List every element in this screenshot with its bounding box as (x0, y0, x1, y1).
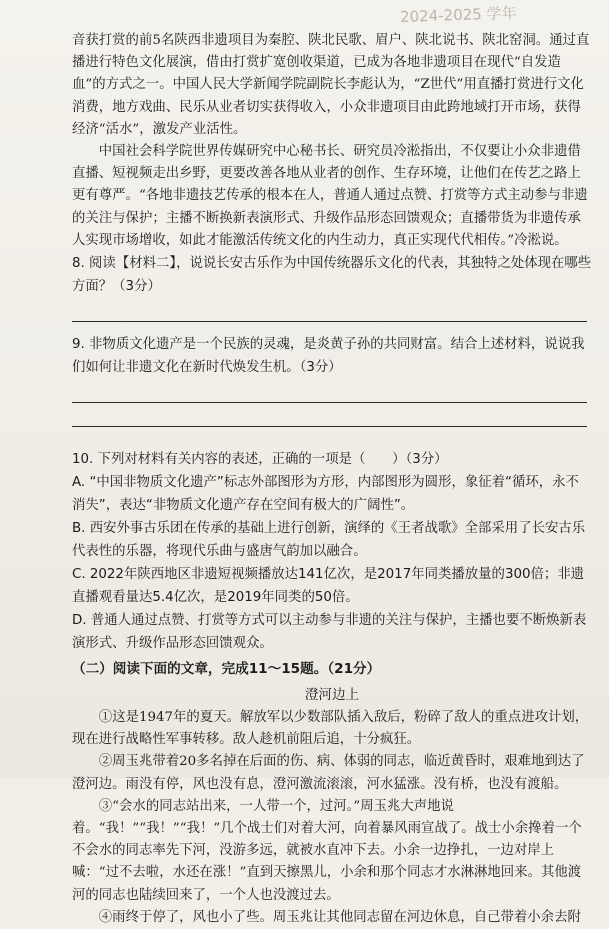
article-paragraph-3: ③“会水的同志站出来，一人带一个，过河。”周玉兆大声地说着。“我！”“我！”“我！”几个战士们对着大河，向着暴风雨宣战了。战士小余搀着一个不会水的同志率先下河，没游多远，就被水直冲下去。小余一边挣扎，一边对岸上喊：“过不去啦，水还在涨！”直到天擦黑儿，小余和那个同志才水淋淋地回来。其他渡河的同志也陆续回来了，一个人也没渡过去。 (72, 798, 582, 903)
article-title: 澄河边上 (304, 687, 360, 704)
q10-option-d: D. 普通人通过点赞、打赏等方式可以主动参与非遗的关注与保护，主播也要不断焕新表演形式、升级作品形态回馈观众。 (72, 613, 587, 652)
material-paragraph-1: 音获打赏的前5名陕西非遗项目为秦腔、陕北民歌、眉户、陕北说书、陕北窑洞。通过直播进行特色文化展演，借由打赏扩宽创收渠道，已成为各地非遗项目在现代“自发造血”的方式之一。中国人民大学新闻学院副院长李彪认为，“Z世代”用直播打赏进行文化消费，地方戏曲、民乐从业者切实获得收入，小众非遗项目由此跨地域打开市场，获得经济“活水”，激发产业活性。 (72, 33, 590, 137)
faint-page-header: 2024-2025 学年 (399, 3, 517, 27)
article-paragraph-2: ②周玉兆带着20多名掉在后面的伤、病、体弱的同志，临近黄昏时，艰难地到达了澄河边。雨没有停，风也没有息，澄河激流滚滚，河水猛涨。没有桥，也没有渡船。 (72, 754, 585, 792)
material-paragraph-2: 中国社会科学院世界传媒研究中心秘书长、研究员冷淞指出，不仅要让小众非遗借直播、短视频走出乡野，更要改善各地从业者的创作、生存环境，让他们在传艺之路上更有尊严。“各地非遗技艺传承的根本在人，普通人通过点赞、打赏等方式主动参与非遗的关注与保护；主播不断换新表演形式、升级作品形态回馈观众；直播带货为非遗传承人实现市场增收，如此才能激活传统文化的内生动力，真正实现代代相传。”冷淞说。 (72, 144, 588, 248)
answer-line-q9-1[interactable] (72, 384, 587, 403)
q10-option-c: C. 2022年陕西地区非遗短视频播放达141亿次，是2017年同类播放量的300倍；非遗直播观看量达5.4亿次，是2019年同类的50倍。 (72, 567, 585, 606)
answer-line-q8[interactable] (72, 303, 587, 322)
question-8: 8. 阅读【材料二】，说说长安古乐作为中国传统器乐文化的代表，其独特之处体现在哪些方面？（3分） (72, 256, 592, 295)
article-paragraph-4: ④雨终于停了，风也小了些。周玉兆让其他同志留在河边休息，自己带着小余去附 (98, 909, 581, 925)
question-9: 9. 非物质文化遗产是一个民族的灵魂，是炎黄子孙的共同财富。结合上述材料，说说我们如何让非遗文化在新时代焕发生机。（3分） (72, 337, 585, 376)
q10-option-a: A. “中国非物质文化遗产”标志外部图形为方形，内部图形为圆形，象征着“循环，永不消失”，表达“非物质文化遗产存在空间有极大的广阔性”。 (72, 475, 579, 514)
page-content (72, 30, 592, 929)
material-excerpt (72, 30, 592, 252)
question-10: 10. 下列对材料有关内容的表述，正确的一项是（ ）（3分） (72, 452, 448, 468)
q10-option-b: B. 西安外事古乐团在传承的基础上进行创新，演绎的《王者战歌》全部采用了长安古乐代表性的乐器，将现代乐曲与盛唐气韵加以融合。 (72, 521, 586, 560)
article-paragraph-1: ①这是1947年的夏天。解放军以少数部队插入敌后，粉碎了敌人的重点进攻计划，现在进行战略性军事转移。敌人趁机前阻后追，十分疯狂。 (72, 710, 589, 748)
answer-line-q9-2[interactable] (72, 408, 587, 427)
section-2-heading: （二）阅读下面的文章，完成11～15题。（21分） (72, 661, 381, 678)
